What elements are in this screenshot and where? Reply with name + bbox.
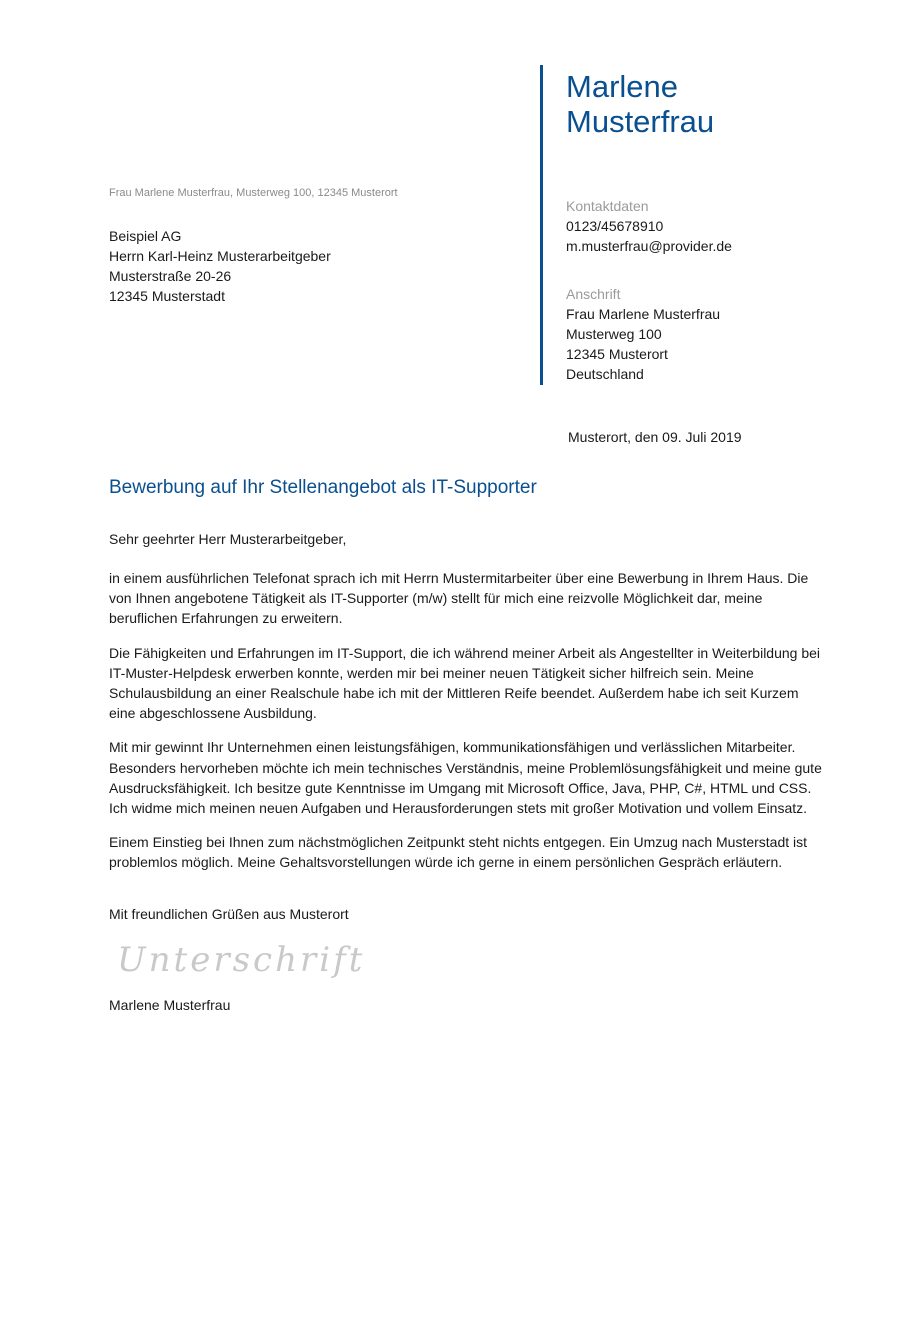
- closing: Mit freundlichen Grüßen aus Musterort: [109, 906, 349, 922]
- body-paragraph: Einem Einstieg bei Ihnen zum nächstmöglichen Zeitpunkt steht nichts entgegen. Ein Umzug nach Musterstadt ist problemlos möglich. Meine Gehaltsvorstellungen würde ich gerne in einem persönlichen Gespräch erläutern.: [109, 834, 808, 871]
- salutation: Sehr geehrter Herr Musterarbeitgeber,: [109, 531, 347, 547]
- sender-address-line: Musterweg 100: [566, 326, 662, 342]
- recipient-address: [109, 226, 331, 306]
- letter-body: [109, 568, 824, 887]
- sender-name: [566, 69, 846, 139]
- sender-address-line: 12345 Musterort: [566, 346, 668, 362]
- sender-address-line: Deutschland: [566, 366, 644, 382]
- sender-first-name: Marlene: [566, 69, 678, 104]
- sender-address-line: Frau Marlene Musterfrau: [566, 306, 721, 322]
- recipient-line: Herrn Karl-Heinz Musterarbeitgeber: [109, 248, 331, 264]
- recipient-line: Beispiel AG: [109, 228, 182, 244]
- signer-name: Marlene Musterfrau: [109, 997, 231, 1013]
- sender-email: m.musterfrau@provider.de: [566, 238, 732, 254]
- contact-heading: Kontaktdaten: [566, 198, 649, 214]
- signature-placeholder: Unterschrift: [117, 940, 366, 980]
- body-paragraph: Die Fähigkeiten und Erfahrungen im IT-Support, die ich während meiner Arbeit als Angestellter in Weiterbildung bei IT-Muster-Helpdesk erwerben konnte, werden mir bei meiner neuen Tätigkeit sicher hilfreich sein. Meine Schulausbildung an einer Realschule habe ich mit der Mittleren Reife beendet. Außerdem habe ich seit Kurzem eine abgeschlossene Ausbildung.: [109, 644, 821, 722]
- sender-phone: 0123/45678910: [566, 218, 664, 234]
- return-address: Frau Marlene Musterfrau, Musterweg 100, 12345 Musterort: [109, 187, 398, 199]
- body-paragraph: in einem ausführlichen Telefonat sprach ich mit Herrn Mustermitarbeiter über eine Bewerbung in Ihrem Haus. Die von Ihnen angebotene Tätigkeit als IT-Supporter (m/w) stellt für mich eine reizvolle Möglichkeit dar, meine beruflichen Erfahrungen zu erweitern.: [109, 570, 809, 627]
- sender-block: [540, 65, 863, 385]
- sender-last-name: Musterfrau: [566, 104, 715, 139]
- recipient-line: 12345 Musterstadt: [109, 288, 225, 304]
- letter-subject: Bewerbung auf Ihr Stellenangebot als IT-Supporter: [109, 477, 537, 498]
- address-heading: Anschrift: [566, 286, 621, 302]
- recipient-line: Musterstraße 20-26: [109, 268, 232, 284]
- letter-date: Musterort, den 09. Juli 2019: [568, 429, 742, 445]
- body-paragraph: Mit mir gewinnt Ihr Unternehmen einen leistungsfähigen, kommunikationsfähigen und verlässlichen Mitarbeiter. Besonders hervorheben möchte ich mein technisches Verständnis, meine Problemlösungsfähigkeit und meine gute Ausdrucksfähigkeit. Ich besitze gute Kenntnisse im Umgang mit Microsoft Office, Java, PHP, C#, HTML und CSS. Ich widme mich meinen neuen Aufgaben und Herausforderungen stets mit großer Motivation und vollem Einsatz.: [109, 739, 822, 817]
